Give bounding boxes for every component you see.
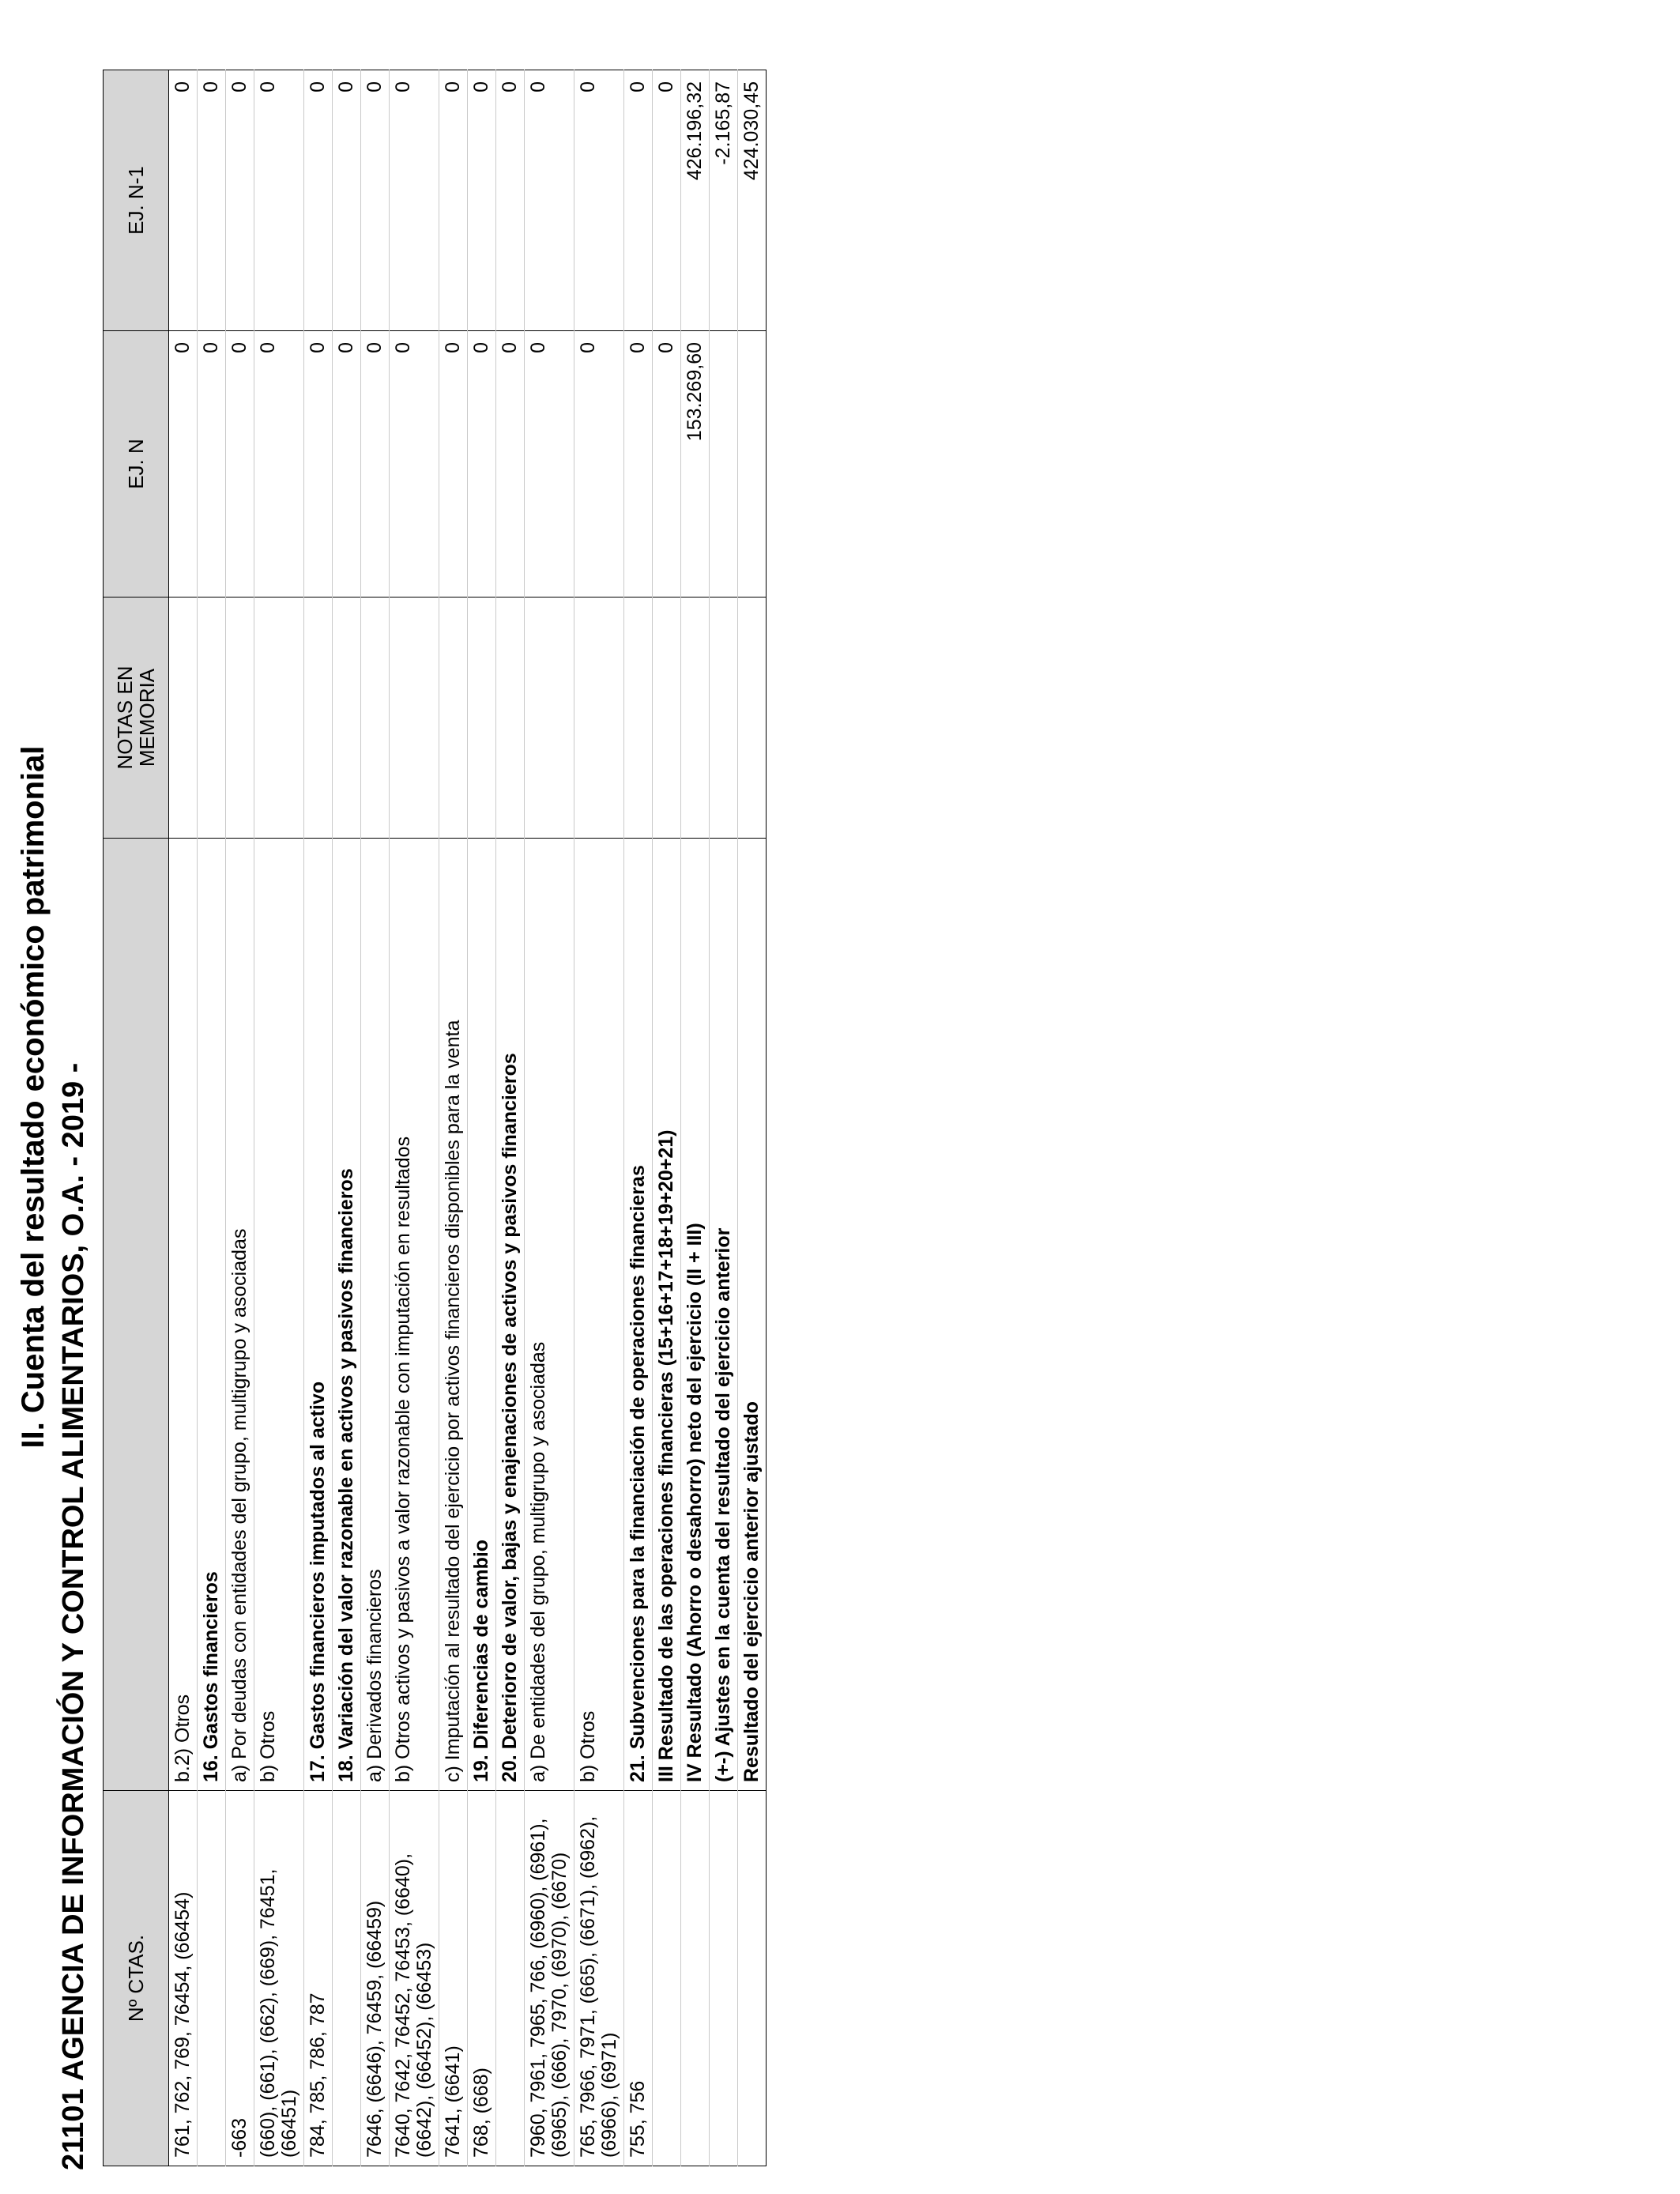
cell-ejn1: 0	[439, 70, 468, 331]
entity-title: 21101 AGENCIA DE INFORMACIÓN Y CONTROL ALIMENTARIOS, O.A. - 2019 -	[57, 1062, 90, 2170]
cell-concept: c) Imputación al resultado del ejercicio por activos financieros disponibles para la venta	[439, 839, 468, 1791]
col-header-ejn: EJ. N	[104, 331, 169, 598]
cell-ejn	[710, 331, 738, 598]
table-row	[333, 70, 361, 2166]
cell-concept: 18. Variación del valor razonable en activos y pasivos financieros	[333, 839, 361, 1791]
cell-notas	[468, 598, 496, 839]
cell-concept: (+-) Ajustes en la cuenta del resultado del ejercicio anterior	[710, 839, 738, 1791]
table-row	[254, 70, 304, 2166]
cell-ejn1: 0	[574, 70, 624, 331]
cell-concept: 21. Subvenciones para la financiación de operaciones financieras	[624, 839, 653, 1791]
col-header-notas	[104, 598, 169, 839]
cell-notas	[439, 598, 468, 839]
cell-ejn1: -2.165,87	[710, 70, 738, 331]
cell-ctas	[653, 1791, 681, 2166]
cell-ejn: 0	[254, 331, 304, 598]
cell-notas	[390, 598, 439, 839]
cell-ejn: 0	[390, 331, 439, 598]
table-row	[304, 70, 333, 2166]
cell-ejn1: 0	[468, 70, 496, 331]
cell-ejn: 0	[525, 331, 574, 598]
cell-ctas	[681, 1791, 710, 2166]
cell-ejn1: 426.196,32	[681, 70, 710, 331]
cell-ctas	[738, 1791, 767, 2166]
cell-concept: a) Por deudas con entidades del grupo, multigrupo y asociadas	[226, 839, 254, 1791]
cell-ctas: 768, (668)	[468, 1791, 496, 2166]
cell-notas	[574, 598, 624, 839]
cell-concept: III Resultado de las operaciones financieras (15+16+17+18+19+20+21)	[653, 839, 681, 1791]
col-header-notas-line2: MEMORIA	[135, 668, 159, 767]
cell-concept: b.2) Otros	[169, 839, 198, 1791]
cell-ejn: 0	[653, 331, 681, 598]
cell-ctas	[333, 1791, 361, 2166]
cell-notas	[681, 598, 710, 839]
cell-ejn: 0	[226, 331, 254, 598]
cell-ejn: 0	[496, 331, 525, 598]
cell-concept: 19. Diferencias de cambio	[468, 839, 496, 1791]
cell-ejn1: 0	[226, 70, 254, 331]
results-table	[103, 70, 767, 2166]
cell-ctas: -663	[226, 1791, 254, 2166]
cell-ejn1: 0	[333, 70, 361, 331]
cell-ejn1: 0	[361, 70, 390, 331]
table-row	[169, 70, 198, 2166]
cell-notas	[169, 598, 198, 839]
cell-ejn1: 0	[653, 70, 681, 331]
table-row	[226, 70, 254, 2166]
cell-ctas: (660), (661), (662), (669), 76451, (66451)	[254, 1791, 304, 2166]
cell-ctas	[496, 1791, 525, 2166]
cell-ctas: 7646, (6646), 76459, (66459)	[361, 1791, 390, 2166]
cell-ctas	[198, 1791, 226, 2166]
cell-notas	[198, 598, 226, 839]
cell-concept: 20. Deterioro de valor, bajas y enajenaciones de activos y pasivos financieros	[496, 839, 525, 1791]
cell-concept: 16. Gastos financieros	[198, 839, 226, 1791]
cell-ejn1: 0	[525, 70, 574, 331]
table-row	[738, 70, 767, 2166]
table-row	[525, 70, 574, 2166]
cell-ctas: 765, 7966, 7971, (665), (6671), (6962), (6966), (6971)	[574, 1791, 624, 2166]
cell-ejn: 0	[333, 331, 361, 598]
cell-notas	[361, 598, 390, 839]
cell-notas	[710, 598, 738, 839]
cell-ctas: 7640, 7642, 76452, 76453, (6640), (6642), (66452), (66453)	[390, 1791, 439, 2166]
cell-notas	[496, 598, 525, 839]
col-header-ejn1: EJ. N-1	[104, 70, 169, 331]
cell-ctas: 755, 756	[624, 1791, 653, 2166]
table-row	[439, 70, 468, 2166]
table-body	[169, 70, 767, 2166]
cell-concept: b) Otros	[574, 839, 624, 1791]
cell-concept: 17. Gastos financieros imputados al activo	[304, 839, 333, 1791]
cell-ejn1: 424.030,45	[738, 70, 767, 331]
cell-ejn1: 0	[198, 70, 226, 331]
cell-ejn: 0	[361, 331, 390, 598]
cell-concept: Resultado del ejercicio anterior ajustado	[738, 839, 767, 1791]
cell-ejn: 0	[439, 331, 468, 598]
cell-ejn: 153.269,60	[681, 331, 710, 598]
table-row	[390, 70, 439, 2166]
cell-ejn: 0	[624, 331, 653, 598]
cell-ejn1: 0	[304, 70, 333, 331]
table-row	[496, 70, 525, 2166]
cell-ejn1: 0	[169, 70, 198, 331]
cell-ejn: 0	[304, 331, 333, 598]
table-row	[653, 70, 681, 2166]
cell-notas	[226, 598, 254, 839]
document-title: II. Cuenta del resultado económico patrimonial	[16, 745, 51, 1449]
table-row	[468, 70, 496, 2166]
cell-ctas: 7641, (6641)	[439, 1791, 468, 2166]
col-header-notas-line1: NOTAS EN	[112, 665, 137, 770]
cell-concept: a) Derivados financieros	[361, 839, 390, 1791]
table-row	[361, 70, 390, 2166]
cell-ctas: 761, 762, 769, 76454, (66454)	[169, 1791, 198, 2166]
cell-notas	[653, 598, 681, 839]
cell-notas	[304, 598, 333, 839]
cell-notas	[624, 598, 653, 839]
cell-ejn: 0	[169, 331, 198, 598]
cell-ejn: 0	[198, 331, 226, 598]
cell-ejn1: 0	[496, 70, 525, 331]
table-row	[710, 70, 738, 2166]
table-row	[574, 70, 624, 2166]
cell-ctas: 7960, 7961, 7965, 766, (6960), (6961), (6965), (666), 7970, (6970), (6670)	[525, 1791, 574, 2166]
cell-notas	[333, 598, 361, 839]
cell-ejn: 0	[468, 331, 496, 598]
cell-ejn1: 0	[624, 70, 653, 331]
table-header-row	[104, 70, 169, 2166]
cell-ejn1: 0	[390, 70, 439, 331]
cell-concept: b) Otros activos y pasivos a valor razonable con imputación en resultados	[390, 839, 439, 1791]
cell-concept: b) Otros	[254, 839, 304, 1791]
cell-ejn1: 0	[254, 70, 304, 331]
cell-notas	[525, 598, 574, 839]
cell-ctas: 784, 785, 786, 787	[304, 1791, 333, 2166]
cell-concept: a) De entidades del grupo, multigrupo y asociadas	[525, 839, 574, 1791]
table-row	[681, 70, 710, 2166]
col-header-ctas: Nº CTAS.	[104, 1791, 169, 2166]
cell-ejn: 0	[574, 331, 624, 598]
cell-notas	[738, 598, 767, 839]
cell-notas	[254, 598, 304, 839]
col-header-concept	[104, 839, 169, 1791]
cell-ejn	[738, 331, 767, 598]
table-row	[198, 70, 226, 2166]
cell-ctas	[710, 1791, 738, 2166]
table-row	[624, 70, 653, 2166]
cell-concept: IV Resultado (Ahorro o desahorro) neto del ejercicio (II + III)	[681, 839, 710, 1791]
